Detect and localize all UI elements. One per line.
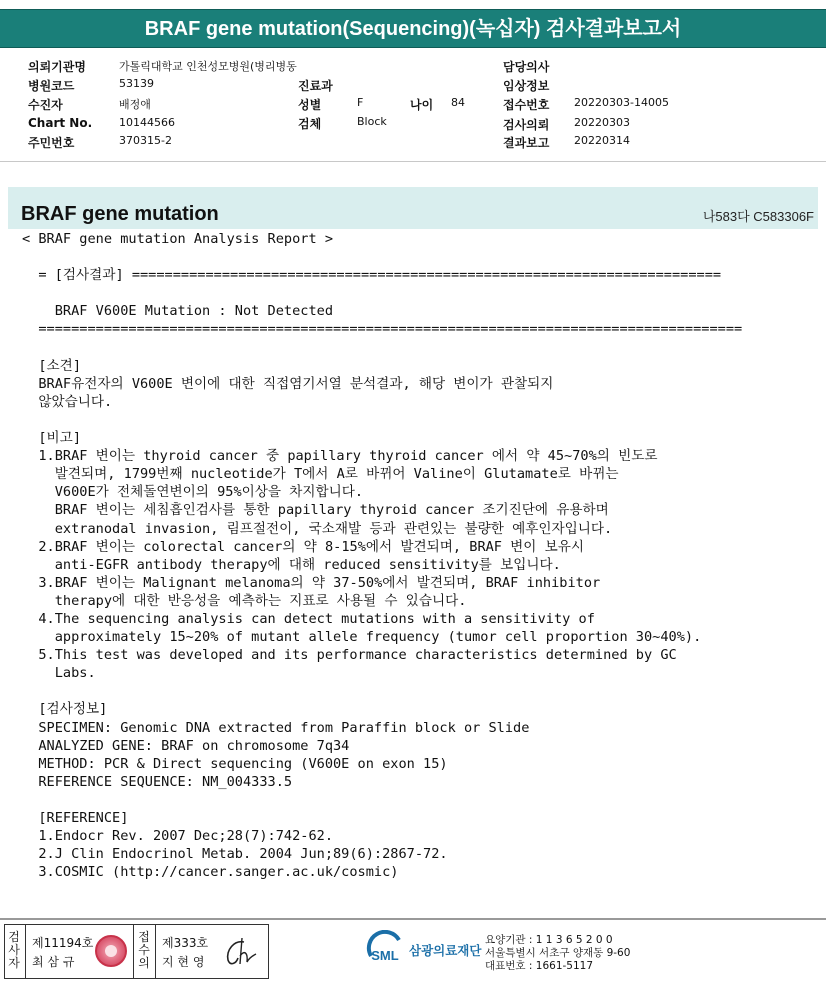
header-divider (0, 161, 826, 162)
sml-logo-text: SML (371, 948, 399, 963)
report-line: ====================================================================================== (22, 321, 743, 338)
report-line: approximately 15~20% of mutant allele frequency (tumor cell proportion 30~40%). (22, 629, 702, 646)
reviewer-license: 제333호 (162, 936, 209, 950)
report-line: 3.BRAF 변이는 Malignant melanoma의 약 37-50%에서 발견되며, BRAF inhibitor (22, 574, 601, 591)
clinical-label: 임상정보 (503, 79, 550, 93)
inspector-label: 검사자 (8, 930, 20, 970)
inspector-name: 최 삼 규 (32, 955, 75, 969)
signature-divider (25, 925, 26, 978)
sex-label: 성별 (298, 98, 322, 112)
report-line: 2.BRAF 변이는 colorectal cancer의 약 8-15%에서 발견되며, BRAF 변이 보유시 (22, 538, 585, 555)
report-line: 1.BRAF 변이는 thyroid cancer 중 papillary thyroid cancer 에서 약 45~70%의 빈도로 (22, 448, 658, 465)
report-line: 5.This test was developed and its performance characteristics determined by GC (22, 647, 677, 664)
sex-value: F (357, 96, 364, 109)
report-line: BRAF 변이는 세침흡인검사를 통한 papillary thyroid cancer 조기진단에 유용하며 (22, 502, 609, 519)
specimen-label: 검체 (298, 117, 322, 131)
report-line: therapy에 대한 반응성을 예측하는 지표로 사용될 수 있습니다. (22, 592, 467, 609)
report-line: [소견] (22, 357, 81, 374)
report-line: 않았습니다. (22, 393, 113, 410)
report-line (22, 248, 822, 266)
official-seal-icon (95, 935, 127, 967)
report-line (22, 791, 822, 809)
report-title: BRAF gene mutation(Sequencing)(녹십자) 검사결과보고서 (0, 9, 826, 48)
report-line: METHOD: PCR & Direct sequencing (V600E on exon 15) (22, 755, 448, 772)
reviewer-name: 지 현 영 (162, 955, 205, 969)
org-name: 삼광의료재단 (409, 943, 482, 958)
report-line: V600E가 전체돌연변이의 95%이상을 차지합니다. (22, 484, 364, 501)
age-label: 나이 (410, 98, 434, 112)
report-line: extranodal invasion, 림프절전이, 국소재발 등과 관련있는 불량한 예후인자입니다. (22, 520, 613, 537)
doctor-label: 담당의사 (503, 60, 550, 74)
report-line: BRAF유전자의 V600E 변이에 대한 직접염기서열 분석결과, 해당 변이가 관찰되지 (22, 375, 554, 392)
report-line: 1.Endocr Rev. 2007 Dec;28(7):742-62. (22, 828, 333, 845)
signature-divider (133, 925, 134, 978)
signature-icon (222, 934, 262, 970)
chart-no-label: Chart No. (28, 116, 93, 130)
sml-logo-icon (365, 930, 405, 970)
report-line: < BRAF gene mutation Analysis Report > (22, 231, 333, 247)
report-line: = [검사결과] ======================================================================== (22, 267, 722, 284)
hospital-code-value: 53139 (119, 77, 154, 90)
institution-label: 의뢰기관명 (28, 60, 86, 74)
report-line: Labs. (22, 665, 96, 682)
report-line: anti-EGFR antibody therapy에 대해 reduced sensitivity를 보입니다. (22, 556, 561, 573)
reviewer-label: 접수의 (138, 930, 150, 970)
institution-value: 가톨릭대학교 인천성모병원(병리병동 (119, 60, 297, 73)
report-line: [검사정보] (22, 701, 108, 718)
report-line: [비고] (22, 430, 81, 447)
signature-divider (155, 925, 156, 978)
age-value: 84 (451, 96, 465, 109)
report-line (22, 682, 822, 700)
dept-label: 진료과 (298, 79, 333, 93)
reported-label: 결과보고 (503, 136, 550, 150)
report-line: ANALYZED GENE: BRAF on chromosome 7q34 (22, 737, 350, 754)
report-line: REFERENCE SEQUENCE: NM_004333.5 (22, 773, 293, 790)
report-line: 4.The sequencing analysis can detect mutations with a sensitivity of (22, 610, 595, 627)
requested-label: 검사의뢰 (503, 118, 550, 132)
report-body (22, 230, 822, 881)
report-line: 3.COSMIC (http://cancer.sanger.ac.uk/cosmic) (22, 864, 399, 881)
accession-value: 20220303-14005 (574, 96, 669, 109)
org-phone: 대표번호 : 1661-5117 (485, 960, 594, 972)
hospital-code-label: 병원코드 (28, 79, 75, 93)
report-line: SPECIMEN: Genomic DNA extracted from Paraffin block or Slide (22, 719, 530, 736)
report-line: 2.J Clin Endocrinol Metab. 2004 Jun;89(6):2867-72. (22, 846, 448, 863)
id-no-value: 370315-2 (119, 134, 172, 147)
id-no-label: 주민번호 (28, 136, 75, 150)
org-address: 서울특별시 서초구 양재동 9-60 (485, 947, 631, 959)
report-line (22, 284, 822, 302)
reported-value: 20220314 (574, 134, 630, 147)
chart-no-value: 10144566 (119, 116, 175, 129)
report-line: 발견되며, 1799번째 nucleotide가 T에서 A로 바뀌어 Valine이 Glutamate로 바뀌는 (22, 466, 619, 483)
report-line: [REFERENCE] (22, 810, 129, 826)
specimen-value: Block (357, 115, 387, 128)
report-line: BRAF V600E Mutation : Not Detected (22, 303, 333, 320)
report-line (22, 339, 822, 357)
section-title: BRAF gene mutation (21, 203, 219, 225)
patient-value: 배정애 (119, 98, 151, 111)
accession-label: 접수번호 (503, 98, 550, 112)
patient-label: 수진자 (28, 98, 63, 112)
section-code: 나583다 C583306F (702, 209, 814, 224)
requested-value: 20220303 (574, 116, 630, 129)
org-code: 요양기관 : 1 1 3 6 5 2 0 0 (485, 934, 613, 946)
report-line (22, 411, 822, 429)
inspector-license: 제11194호 (32, 936, 94, 950)
